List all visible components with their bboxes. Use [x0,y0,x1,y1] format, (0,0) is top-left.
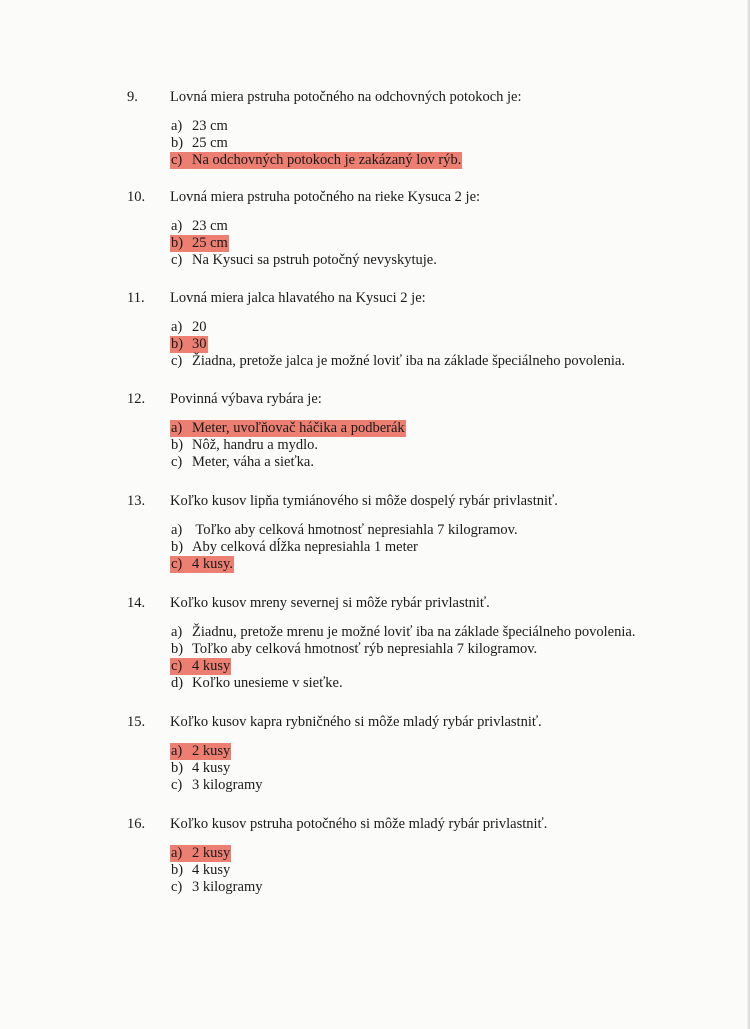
option-letter: b) [171,437,184,453]
option-letter: b) [171,235,184,251]
option-text: 25 cm [192,235,228,251]
answer-option-correct [170,845,263,862]
answer-content [170,353,626,370]
question-number: 16. [127,816,146,832]
option-text: 20 [192,319,207,335]
option-text: Žiadna, pretože jalca je možné loviť iba na základe špeciálneho povolenia. [192,353,625,369]
answer-content [170,118,229,135]
option-letter: a) [171,522,183,538]
answer-content [170,539,419,556]
answer-content [170,641,538,658]
question-number: 14. [127,595,146,611]
question-text: Lovná miera pstruha potočného na rieke Kysuca 2 je: [170,189,481,205]
option-text: 2 kusy [192,845,231,861]
answer-highlight [170,556,234,573]
option-text: 30 [192,336,207,352]
option-letter: c) [171,454,183,470]
answer-option [170,879,263,896]
option-text: 23 cm [192,118,228,134]
answer-content [170,777,263,794]
option-text: 3 kilogramy [192,879,263,895]
answer-content [170,624,636,641]
question-number: 15. [127,714,146,730]
option-text: Žiadnu, pretože mrenu je možné loviť iba na základe špeciálneho povolenia. [192,624,636,640]
answer-content [170,879,263,896]
question-number: 13. [127,493,146,509]
option-letter: d) [171,675,184,691]
question-text: Lovná miera pstruha potočného na odchovných potokoch je: [170,89,522,105]
option-letter: a) [171,118,183,134]
option-letter: b) [171,539,184,555]
option-letter: c) [171,152,183,168]
option-letter: c) [171,353,183,369]
option-letter: b) [171,336,184,352]
option-letter: b) [171,760,184,776]
option-text: Toľko aby celková hmotnosť rýb nepresiahla 7 kilogramov. [192,641,538,657]
question-text: Koľko kusov kapra rybničného si môže mladý rybár privlastniť. [170,714,542,730]
answer-option [170,454,406,471]
option-letter: c) [171,879,183,895]
option-text: 4 kusy [192,658,231,674]
answer-option [170,118,462,135]
answer-option [170,135,462,152]
option-letter: a) [171,420,183,436]
answer-option-correct [170,152,462,169]
option-letter: c) [171,658,183,674]
option-text: Koľko unesieme v sieťke. [192,675,343,691]
option-letter: b) [171,641,184,657]
option-text: 4 kusy [192,862,231,878]
answer-content [170,252,438,269]
answer-highlight [170,235,229,252]
answer-options [170,420,406,471]
answer-option-correct [170,420,406,437]
question-text: Koľko kusov mreny severnej si môže rybár privlastniť. [170,595,490,611]
question-number: 9. [127,89,138,105]
answer-option [170,522,519,539]
option-text: Toľko aby celková hmotnosť nepresiahla 7 kilogramov. [192,522,518,538]
option-letter: a) [171,218,183,234]
answer-options [170,319,626,370]
answer-options [170,522,519,573]
answer-option [170,437,406,454]
answer-options [170,118,462,169]
question-text: Koľko kusov pstruha potočného si môže mladý rybár privlastniť. [170,816,548,832]
answer-highlight [170,420,406,437]
option-text: Meter, uvoľňovač háčika a podberák [192,420,405,436]
option-letter: c) [171,556,183,572]
answer-option [170,760,263,777]
option-text: 25 cm [192,135,228,151]
answer-options [170,743,263,794]
answer-highlight [170,152,462,169]
answer-option-correct [170,556,519,573]
option-letter: c) [171,777,183,793]
question-text: Povinná výbava rybára je: [170,391,322,407]
answer-option [170,319,626,336]
answer-option [170,252,438,269]
option-text: 4 kusy. [192,556,233,572]
option-letter: b) [171,862,184,878]
answer-content [170,454,315,471]
answer-content [170,675,344,692]
answer-content [170,862,231,879]
option-letter: b) [171,135,184,151]
answer-option [170,777,263,794]
answer-option [170,218,438,235]
option-text: Meter, váha a sieťka. [192,454,314,470]
option-text: Aby celková dĺžka nepresiahla 1 meter [192,539,418,555]
answer-content [170,135,229,152]
answer-content [170,760,231,777]
question-text: Lovná miera jalca hlavatého na Kysuci 2 je: [170,290,426,306]
option-text: Na Kysuci sa pstruh potočný nevyskytuje. [192,252,437,268]
answer-content [170,437,319,454]
option-text: Na odchovných potokoch je zakázaný lov rýb. [192,152,462,168]
option-text: 2 kusy [192,743,231,759]
answer-highlight [170,845,231,862]
answer-content [170,319,208,336]
answer-content [170,522,519,539]
answer-option [170,624,636,641]
answer-options [170,845,263,896]
answer-option [170,539,519,556]
answer-option-correct [170,336,626,353]
option-letter: a) [171,743,183,759]
answer-option [170,675,636,692]
answer-options [170,218,438,269]
question-number: 12. [127,391,146,407]
answer-option-correct [170,658,636,675]
option-letter: a) [171,319,183,335]
answer-highlight [170,658,231,675]
answer-option [170,862,263,879]
question-number: 11. [127,290,145,306]
option-letter: c) [171,252,183,268]
option-letter: a) [171,845,183,861]
option-text: 23 cm [192,218,228,234]
option-text: Nôž, handru a mydlo. [192,437,319,453]
answer-options [170,624,636,692]
answer-option-correct [170,235,438,252]
option-text: 3 kilogramy [192,777,263,793]
answer-option [170,353,626,370]
option-letter: a) [171,624,183,640]
answer-content [170,218,229,235]
answer-highlight [170,336,208,353]
option-text: 4 kusy [192,760,231,776]
answer-highlight [170,743,231,760]
answer-option [170,641,636,658]
question-text: Koľko kusov lipňa tymiánového si môže dospelý rybár privlastniť. [170,493,558,509]
question-number: 10. [127,189,146,205]
answer-option-correct [170,743,263,760]
